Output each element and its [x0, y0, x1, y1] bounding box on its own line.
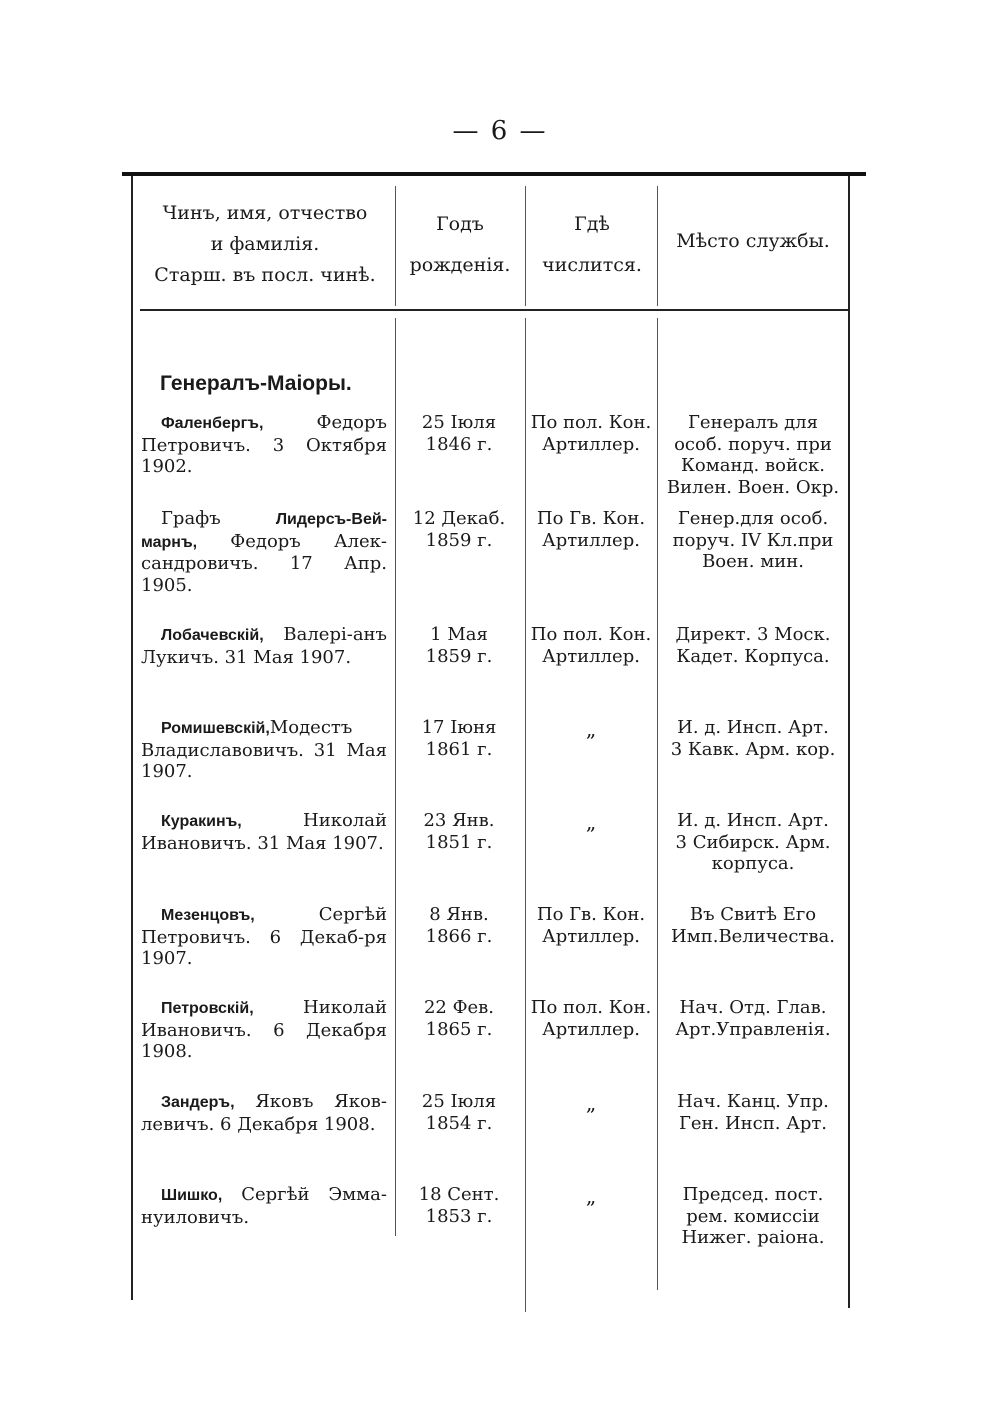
birth-date-line: 1859 г.: [425, 645, 493, 667]
column-divider-3-body: [657, 318, 658, 1290]
place-of-service-cell: [663, 412, 843, 498]
header-rank-name-line: Чинъ, имя, отчество: [162, 202, 368, 224]
officer-surname: Лобачевскій,: [161, 627, 264, 644]
place-of-service-line: Нач. Канц. Упр.: [677, 1091, 829, 1112]
birth-date-cell: [400, 997, 518, 1040]
listed-where-line: „: [585, 1184, 597, 1208]
officer-cell: [141, 997, 387, 1063]
birth-date-line: 1846 г.: [425, 433, 493, 455]
listed-where-line: По пол. Кон.: [530, 412, 652, 433]
birth-date-line: 1865 г.: [425, 1018, 493, 1040]
officer-title: Графъ: [161, 508, 276, 529]
birth-date-line: 1 Мая: [430, 624, 488, 645]
header-listed-where: [528, 209, 656, 281]
officer-cell: [141, 1184, 387, 1228]
place-of-service-line: Генер.для особ.: [677, 508, 829, 529]
listed-where-cell: [527, 1184, 655, 1208]
place-of-service-cell: [663, 508, 843, 573]
place-of-service-line: И. д. Инсп. Арт.: [677, 810, 829, 831]
top-rule: [122, 172, 866, 176]
place-of-service-line: Генералъ для: [688, 412, 818, 433]
birth-date-cell: [400, 717, 518, 760]
place-of-service-line: 3 Кавк. Арм. кор.: [670, 738, 836, 760]
birth-date-line: 25 Іюля: [421, 1091, 497, 1112]
place-of-service-line: Директ. 3 Моск.: [675, 624, 831, 645]
place-of-service-line: Имп.Величества.: [671, 925, 835, 947]
birth-date-line: 25 Іюля: [421, 412, 497, 433]
header-listed-where-line: Гдѣ: [574, 213, 610, 235]
listed-where-cell: [527, 412, 655, 455]
place-of-service-line: Кадет. Корпуса.: [676, 645, 830, 667]
page-number: — 6 —: [452, 116, 548, 146]
officer-cell: [141, 624, 387, 668]
header-rank-name-line: Старш. въ посл. чинѣ.: [154, 264, 376, 286]
place-of-service-line: Нач. Отд. Глав.: [679, 997, 827, 1018]
officer-details: Федоръ Петровичъ. 3 Октября 1902.: [141, 412, 387, 477]
officer-surname: Шишко,: [161, 1187, 223, 1204]
column-divider-1: [395, 186, 396, 306]
listed-where-cell: [527, 1091, 655, 1115]
birth-date-line: 1853 г.: [425, 1205, 493, 1227]
listed-where-line: „: [585, 810, 597, 834]
listed-where-cell: [527, 624, 655, 667]
birth-date-line: 12 Декаб.: [412, 508, 506, 529]
birth-date-cell: [400, 810, 518, 853]
officer-surname: Куракинъ,: [161, 813, 242, 830]
place-of-service-line: Ген. Инсп. Арт.: [678, 1112, 828, 1134]
place-of-service-line: И. д. Инсп. Арт.: [677, 717, 829, 738]
officer-details: Валері-анъ Лукичъ. 31 Мая 1907.: [141, 624, 387, 668]
birth-date-cell: [400, 508, 518, 551]
listed-where-line: Артиллер.: [542, 925, 640, 947]
header-place-of-service-line: Мѣсто службы.: [676, 230, 830, 252]
birth-date-cell: [400, 1184, 518, 1227]
officer-details: Федоръ Алек-сандровичъ. 17 Апр. 1905.: [141, 530, 387, 596]
officer-cell: [141, 412, 387, 478]
place-of-service-line: Председ. пост.: [682, 1184, 824, 1205]
place-of-service-cell: [663, 810, 843, 875]
officer-details: Николай Ивановичъ. 31 Мая 1907.: [141, 810, 387, 854]
table-border-left: [131, 176, 133, 1300]
officer-surname: Ромишевскій,: [161, 720, 270, 737]
header-rank-name-line: и фамилія.: [210, 233, 320, 255]
place-of-service-cell: [663, 1184, 843, 1249]
officer-cell: [141, 1091, 387, 1135]
place-of-service-line: Арт.Управленія.: [675, 1018, 831, 1040]
listed-where-cell: [527, 904, 655, 947]
place-of-service-line: особ. поруч. при: [674, 433, 832, 455]
listed-where-line: Артиллер.: [542, 433, 640, 455]
column-divider-1-body: [395, 318, 396, 1236]
place-of-service-line: 3 Сибирск. Арм.: [675, 831, 831, 853]
birth-date-line: 1866 г.: [425, 925, 493, 947]
officer-details: Сергѣй Петровичъ. 6 Декаб-ря 1907.: [141, 904, 387, 969]
header-listed-where-line: числится.: [542, 254, 642, 276]
table-border-right: [848, 176, 850, 1308]
place-of-service-line: Вилен. Воен. Окр.: [666, 476, 840, 498]
listed-where-cell: [527, 810, 655, 834]
birth-date-line: 1851 г.: [425, 831, 493, 853]
section-title: Генералъ-Маіоры.: [160, 372, 352, 395]
officer-cell: [141, 508, 387, 596]
birth-date-cell: [400, 1091, 518, 1134]
birth-date-line: 8 Янв.: [429, 904, 489, 925]
place-of-service-cell: [663, 904, 843, 947]
place-of-service-line: Въ Свитѣ Его: [689, 904, 817, 925]
place-of-service-cell: [663, 997, 843, 1040]
officer-surname: Мезенцовъ,: [161, 907, 255, 924]
birth-date-line: 17 Іюня: [421, 717, 497, 738]
listed-where-line: Артиллер.: [542, 529, 640, 551]
listed-where-line: По Гв. Кон.: [536, 904, 646, 925]
listed-where-line: Артиллер.: [542, 645, 640, 667]
officer-details: Сергѣй Эмма-нуиловичъ.: [141, 1184, 387, 1228]
column-divider-2-body: [525, 318, 526, 1312]
officer-cell: [141, 717, 387, 783]
birth-date-line: 1861 г.: [425, 738, 493, 760]
officer-details: Яковъ Яков-левичъ. 6 Декабря 1908.: [141, 1091, 387, 1135]
listed-where-cell: [527, 997, 655, 1040]
birth-date-line: 1854 г.: [425, 1112, 493, 1134]
header-birth-year-line: рожденія.: [409, 254, 511, 276]
place-of-service-line: поруч. IV Кл.при: [672, 529, 834, 551]
listed-where-cell: [527, 717, 655, 741]
column-divider-3: [657, 186, 658, 306]
header-rank-name: [138, 198, 392, 291]
place-of-service-line: корпуса.: [711, 853, 795, 874]
place-of-service-cell: [663, 717, 843, 760]
officer-surname: Фаленбергъ,: [161, 415, 264, 432]
officer-surname: Зандеръ,: [161, 1094, 235, 1111]
header-birth-year: [398, 209, 522, 281]
place-of-service-line: Воен. мин.: [702, 551, 804, 572]
officer-surname: Лидерсъ-Вей-марнъ,: [141, 511, 387, 551]
header-rule: [140, 309, 849, 311]
header-birth-year-line: Годъ: [436, 213, 484, 235]
birth-date-cell: [400, 624, 518, 667]
officer-cell: [141, 810, 387, 854]
place-of-service-cell: [663, 624, 843, 667]
listed-where-line: Артиллер.: [542, 1018, 640, 1040]
place-of-service-cell: [663, 1091, 843, 1134]
listed-where-line: „: [585, 717, 597, 741]
header-place-of-service: [660, 226, 846, 257]
officer-details: Модестъ Владиславовичъ. 31 Мая 1907.: [141, 717, 387, 782]
listed-where-line: По пол. Кон.: [530, 624, 652, 645]
column-divider-2: [525, 186, 526, 306]
listed-where-cell: [527, 508, 655, 551]
place-of-service-line: Команд. войск.: [680, 455, 826, 476]
listed-where-line: „: [585, 1091, 597, 1115]
officer-surname: Петровскій,: [161, 1000, 254, 1017]
listed-where-line: По Гв. Кон.: [536, 508, 646, 529]
birth-date-line: 22 Фев.: [423, 997, 495, 1018]
birth-date-cell: [400, 412, 518, 455]
officer-cell: [141, 904, 387, 970]
birth-date-line: 18 Сент.: [418, 1184, 500, 1205]
officer-details: Николай Ивановичъ. 6 Декабря 1908.: [141, 997, 387, 1062]
listed-where-line: По пол. Кон.: [530, 997, 652, 1018]
place-of-service-line: рем. комиссіи: [686, 1205, 820, 1227]
birth-date-cell: [400, 904, 518, 947]
birth-date-line: 23 Янв.: [423, 810, 495, 831]
birth-date-line: 1859 г.: [425, 529, 493, 551]
place-of-service-line: Нижег. раіона.: [681, 1227, 825, 1248]
